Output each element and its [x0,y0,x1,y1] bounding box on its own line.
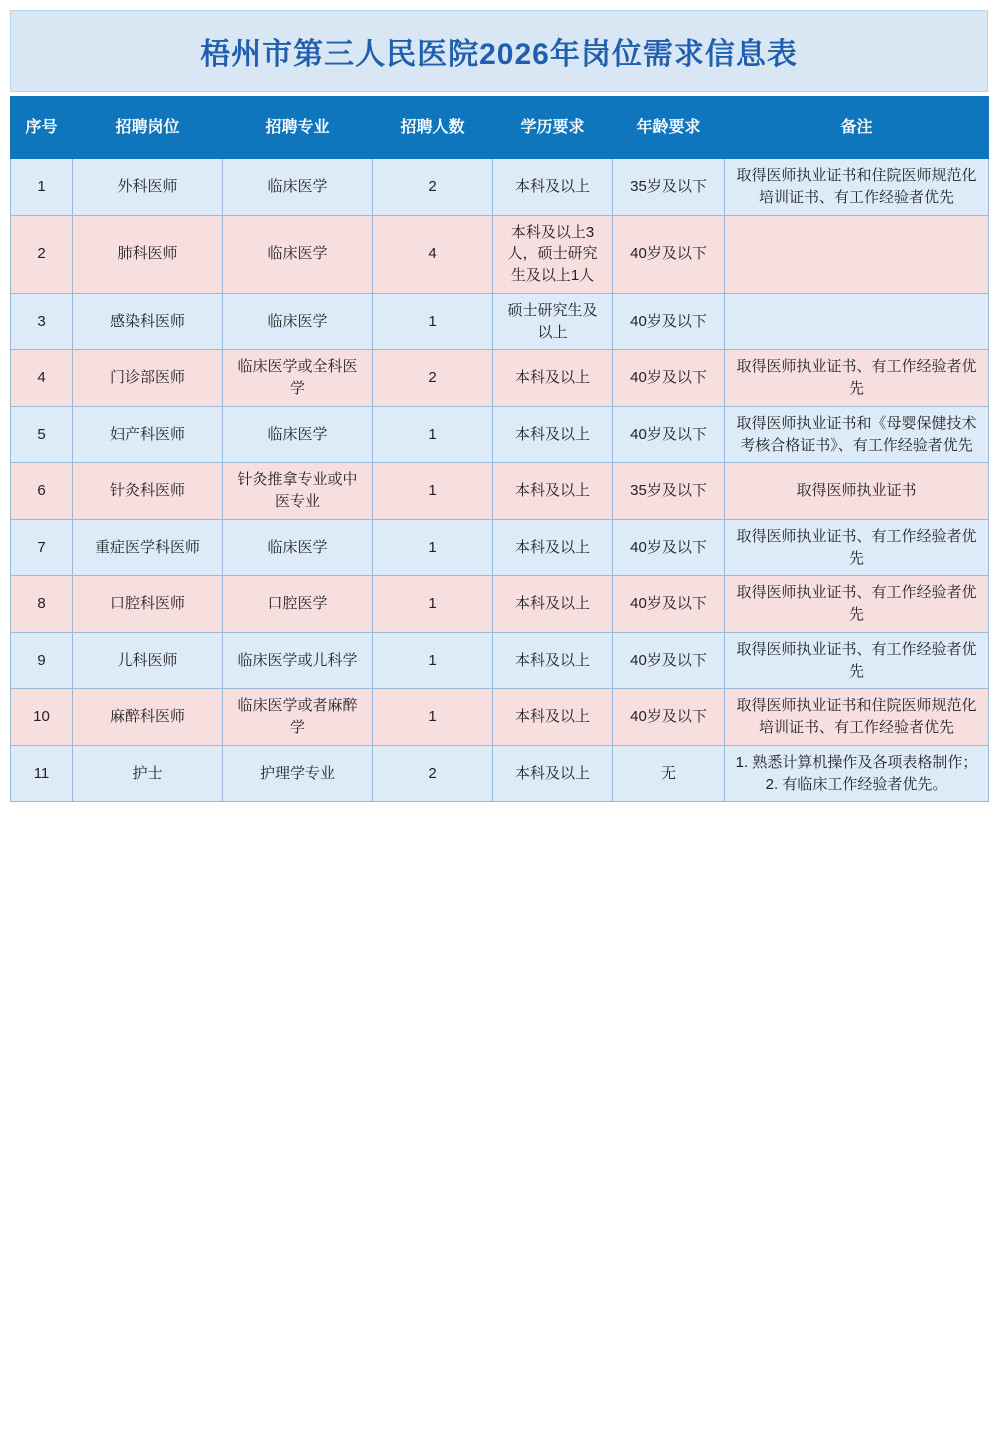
cell-age: 无 [613,745,725,802]
note-line: 取得医师执业证书和《母婴保健技术考核合格证书》、有工作经验者优先 [736,414,977,454]
cell-education: 本科及以上 [493,745,613,802]
note-line: 取得医师执业证书、有工作经验者优先 [736,640,977,680]
cell-no: 7 [11,519,73,576]
cell-notes [725,519,989,576]
table-row [11,350,989,407]
cell-age: 40岁及以下 [613,519,725,576]
column-header-age: 年龄要求 [613,97,725,159]
table-row [11,689,989,746]
page-title: 梧州市第三人民医院2026年岗位需求信息表 [200,38,798,71]
cell-education: 本科及以上 [493,689,613,746]
cell-major: 针灸推拿专业或中医专业 [223,463,373,520]
cell-age: 40岁及以下 [613,576,725,633]
cell-position: 门诊部医师 [73,350,223,407]
cell-education: 本科及以上 [493,463,613,520]
cell-count: 1 [373,632,493,689]
table-row [11,576,989,633]
cell-major: 临床医学 [223,293,373,350]
cell-age: 40岁及以下 [613,632,725,689]
cell-major: 临床医学 [223,159,373,216]
cell-count: 1 [373,463,493,520]
cell-age: 40岁及以下 [613,689,725,746]
cell-education: 本科及以上 [493,632,613,689]
table-header [11,97,989,159]
cell-education: 本科及以上3人，硕士研究生及以上1人 [493,215,613,293]
cell-position: 外科医师 [73,159,223,216]
cell-count: 1 [373,406,493,463]
cell-notes [725,576,989,633]
cell-notes [725,463,989,520]
table-row [11,293,989,350]
note-line: 取得医师执业证书和住院医师规范化培训证书、有工作经验者优先 [736,167,977,206]
job-requirements-table [10,96,989,802]
cell-age: 40岁及以下 [613,350,725,407]
cell-position: 肺科医师 [73,215,223,293]
note-line: 取得医师执业证书、有工作经验者优先 [736,584,977,623]
cell-major: 口腔医学 [223,576,373,633]
table-row [11,519,989,576]
note-line: 取得医师执业证书 [796,482,917,500]
cell-major: 临床医学 [223,519,373,576]
cell-education: 硕士研究生及以上 [493,293,613,350]
cell-notes [725,632,989,689]
cell-position: 护士 [73,745,223,802]
cell-age: 40岁及以下 [613,406,725,463]
column-header-major: 招聘专业 [223,97,373,159]
cell-major: 临床医学或者麻醉学 [223,689,373,746]
note-line: 取得医师执业证书和住院医师规范化培训证书、有工作经验者优先 [736,697,977,736]
cell-no: 5 [11,406,73,463]
table-row [11,159,989,216]
cell-count: 1 [373,689,493,746]
note-line: 2. 有临床工作经验者优先。 [765,775,948,793]
cell-education: 本科及以上 [493,350,613,407]
cell-notes [725,215,989,293]
cell-position: 感染科医师 [73,293,223,350]
note-line: 取得医师执业证书、有工作经验者优先 [736,527,977,567]
column-header-notes: 备注 [725,97,989,159]
cell-count: 2 [373,159,493,216]
note-line: 1. 熟悉计算机操作及各项表格制作； [735,753,978,771]
cell-education: 本科及以上 [493,159,613,216]
cell-no: 10 [11,689,73,746]
table-row [11,406,989,463]
cell-no: 11 [11,745,73,802]
cell-major: 临床医学或全科医学 [223,350,373,407]
cell-count: 2 [373,745,493,802]
table-header-row [11,97,989,159]
column-header-position: 招聘岗位 [73,97,223,159]
cell-major: 临床医学 [223,215,373,293]
cell-position: 麻醉科医师 [73,689,223,746]
cell-notes [725,406,989,463]
cell-age: 35岁及以下 [613,159,725,216]
column-header-count: 招聘人数 [373,97,493,159]
cell-notes [725,293,989,350]
table-row [11,745,989,802]
cell-no: 4 [11,350,73,407]
cell-no: 1 [11,159,73,216]
cell-no: 8 [11,576,73,633]
table-row [11,463,989,520]
cell-major: 临床医学 [223,406,373,463]
cell-education: 本科及以上 [493,519,613,576]
column-header-no: 序号 [11,97,73,159]
cell-count: 1 [373,576,493,633]
cell-position: 重症医学科医师 [73,519,223,576]
table-row [11,632,989,689]
cell-education: 本科及以上 [493,576,613,633]
cell-age: 40岁及以下 [613,293,725,350]
cell-position: 口腔科医师 [73,576,223,633]
cell-age: 40岁及以下 [613,215,725,293]
cell-age: 35岁及以下 [613,463,725,520]
note-line: 取得医师执业证书、有工作经验者优先 [736,358,977,397]
cell-major: 护理学专业 [223,745,373,802]
cell-position: 针灸科医师 [73,463,223,520]
cell-notes [725,689,989,746]
table-row [11,215,989,293]
cell-no: 6 [11,463,73,520]
cell-count: 1 [373,293,493,350]
cell-count: 4 [373,215,493,293]
table-body [11,159,989,802]
cell-notes [725,350,989,407]
cell-major: 临床医学或儿科学 [223,632,373,689]
document-title-bar [10,10,988,92]
cell-notes [725,159,989,216]
cell-education: 本科及以上 [493,406,613,463]
cell-position: 妇产科医师 [73,406,223,463]
cell-no: 9 [11,632,73,689]
cell-position: 儿科医师 [73,632,223,689]
cell-no: 2 [11,215,73,293]
column-header-education: 学历要求 [493,97,613,159]
cell-no: 3 [11,293,73,350]
cell-count: 2 [373,350,493,407]
cell-count: 1 [373,519,493,576]
cell-notes [725,745,989,802]
